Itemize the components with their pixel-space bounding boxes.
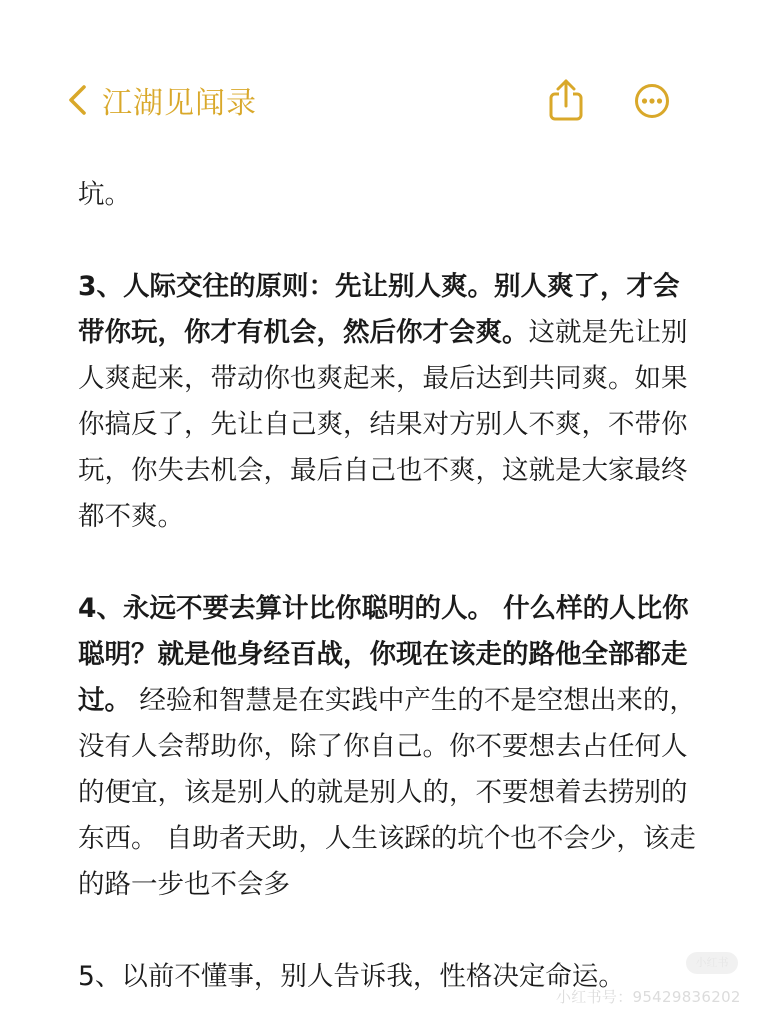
more-icon[interactable] <box>634 83 670 119</box>
paragraph-3-bold: 4、永远不要去算计比你聪明的人。 什么样的人比你聪明？就是他身经百战，你现在该走的路他全部都走过。 <box>78 593 689 716</box>
paragraph-1: 坑。 <box>78 179 131 210</box>
paragraph-2 <box>78 264 698 540</box>
paragraph-2-bold: 3、人际交往的原则：先让别人爽。别人爽了，才会带你玩，你才有机会，然后你才会爽。 <box>78 271 680 348</box>
back-title: 江湖见闻录 <box>102 86 257 121</box>
paragraph-3 <box>78 586 698 908</box>
paragraph-2-text: 这就是先让别人爽起来，带动你也爽起来，最后达到共同爽。如果你搞反了，先让自己爽，结果对方别人不爽，不带你玩，你失去机会，最后自己也不爽，这就是大家最终都不爽。 <box>78 317 688 532</box>
watermark-logo: 小红书 <box>686 952 738 974</box>
paragraph-4: 5、以前不懂事，别人告诉我，性格决定命运。 <box>78 961 625 992</box>
note-body[interactable] <box>78 172 698 1000</box>
back-button[interactable] <box>66 76 257 124</box>
share-icon[interactable] <box>548 78 584 122</box>
chevron-left-icon <box>66 83 88 117</box>
note-header <box>0 0 766 150</box>
watermark-id: 小红书号：95429836202 <box>556 988 741 1006</box>
paragraph-3-text: 经验和智慧是在实践中产生的不是空想出来的，没有人会帮助你，除了你自己。你不要想去占任何人的便宜，该是别人的就是别人的，不要想着去捞别的东西。 自助者天助，人生该踩的坑个也不会少，该走的路一步也不会多 <box>78 685 696 900</box>
